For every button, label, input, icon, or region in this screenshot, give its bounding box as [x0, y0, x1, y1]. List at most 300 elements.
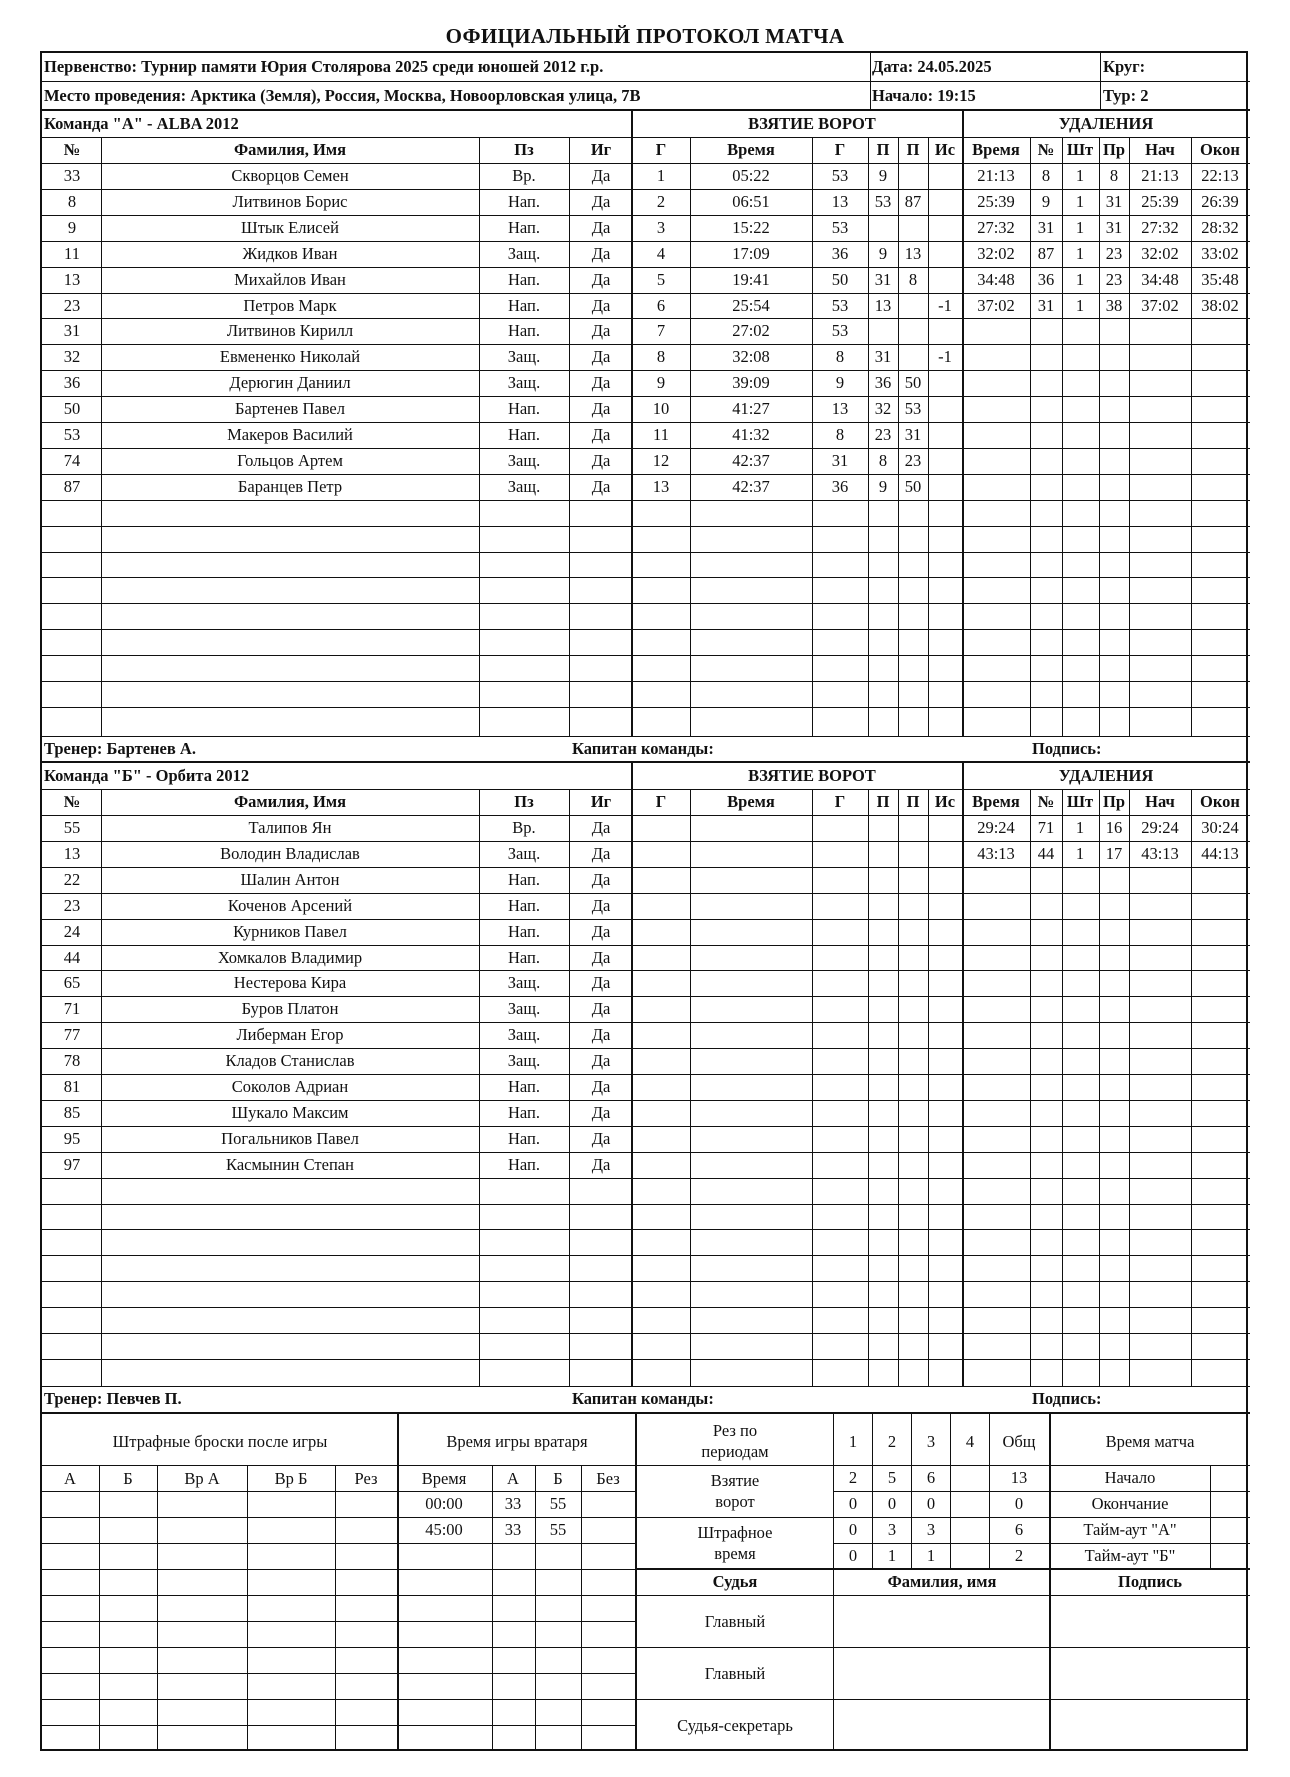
roster-cell: Да [591, 870, 611, 889]
grid-line [101, 137, 102, 736]
penalty-cell: 31 [1105, 192, 1123, 211]
roster-cell: Талипов Ян [248, 818, 332, 837]
roster-cell: Защ. [507, 1025, 541, 1044]
table-row-line [42, 1229, 1250, 1230]
header-divider [42, 81, 1250, 82]
goal-col-header: Ис [934, 792, 956, 811]
penalty-cell: 21:13 [977, 166, 1015, 185]
penalty-col-header: Окон [1200, 140, 1240, 159]
roster-cell: 11 [64, 244, 80, 263]
period-penalty-cell: 0 [848, 1546, 858, 1565]
roster-cell: Да [591, 399, 611, 418]
goal-cell: 4 [656, 244, 666, 263]
grid-line [479, 789, 480, 1386]
penalty-cell: 33:02 [1201, 244, 1239, 263]
roster-cell: Да [591, 1103, 611, 1122]
goalie-col-header: Без [596, 1469, 620, 1488]
goal-cell: 50 [831, 270, 849, 289]
roster-cell: 55 [63, 818, 81, 837]
grid-line [247, 1465, 248, 1751]
grid-line [1129, 789, 1130, 1386]
roster-cell: Да [591, 948, 611, 967]
goal-col-header: П [876, 792, 890, 811]
table-row-line [42, 422, 1250, 423]
penalty-cell: 23 [1105, 270, 1123, 289]
goal-cell: 41:32 [732, 425, 770, 444]
goal-cell: 06:51 [732, 192, 770, 211]
shootout-col-header: Рез [354, 1469, 378, 1488]
goalie-cell: 45:00 [425, 1520, 463, 1539]
goal-cell: 41:27 [732, 399, 770, 418]
roster-cell: Защ. [507, 244, 541, 263]
roster-cell: Нап. [508, 948, 540, 967]
goalie-col-header: Б [553, 1469, 563, 1488]
goal-cell: 1 [656, 166, 666, 185]
penalties-section-title: УДАЛЕНИЯ [1058, 766, 1154, 785]
championship-label: Первенство: Турнир памяти Юрия Столярова 2025 среди юношей 2012 г.р. [44, 57, 604, 76]
goal-cell: 2 [656, 192, 666, 211]
section-border [42, 1412, 1250, 1414]
table-row-line [42, 919, 1250, 920]
roster-cell: Кладов Станислав [225, 1051, 355, 1070]
grid-line [1191, 137, 1192, 736]
table-row-line [42, 655, 1250, 656]
goalie-time-title: Время игры вратаря [446, 1432, 588, 1451]
penalty-cell: 32:02 [1141, 244, 1179, 263]
penalty-cell: 21:13 [1141, 166, 1179, 185]
roster-cell: Нестерова Кира [233, 973, 347, 992]
table-row-line [42, 189, 1250, 190]
table-row-line [42, 1152, 1250, 1153]
roster-cell: 36 [63, 373, 81, 392]
table-row-line [42, 1543, 636, 1544]
roster-cell: Шукало Максим [231, 1103, 349, 1122]
goal-col-header: П [876, 140, 890, 159]
round-label: Круг: [1103, 57, 1146, 76]
table-row-line [42, 681, 1250, 682]
table-row-line [42, 1595, 636, 1596]
table-row-line [42, 1569, 636, 1570]
roster-cell: Скворцов Семен [231, 166, 349, 185]
grid-line [868, 789, 869, 1386]
shootout-col-header: А [64, 1469, 76, 1488]
penalty-cell: 71 [1037, 818, 1055, 837]
penalty-cell: 23 [1105, 244, 1123, 263]
roster-cell: 77 [63, 1025, 81, 1044]
goal-col-header: Г [834, 792, 846, 811]
roster-cell: Защ. [507, 1051, 541, 1070]
roster-cell: 22 [63, 870, 81, 889]
roster-col-header: Пз [514, 792, 534, 811]
roster-cell: Коченов Арсений [227, 896, 353, 915]
section-divider [962, 110, 964, 736]
goal-cell: 8 [835, 425, 845, 444]
table-row-line [42, 1673, 636, 1674]
roster-cell: Дерюгин Даниил [229, 373, 351, 392]
period-col-header: 1 [848, 1432, 858, 1451]
goal-cell: 87 [904, 192, 922, 211]
table-row-line [42, 1333, 1250, 1334]
goal-cell: 31 [874, 347, 892, 366]
goalie-cell: 55 [549, 1494, 567, 1513]
section-divider [42, 815, 1250, 816]
goal-cell: 17:09 [732, 244, 770, 263]
penalty-cell: 1 [1075, 166, 1085, 185]
roster-cell: 9 [67, 218, 77, 237]
penalty-cell: 1 [1075, 844, 1085, 863]
penalty-cell: 37:02 [977, 296, 1015, 315]
referee-col-header: Судья [712, 1572, 758, 1591]
period-goal-cell: 0 [926, 1494, 936, 1513]
referee-role: Судья-секретарь [677, 1716, 793, 1735]
penalty-col-header: Время [972, 792, 1020, 811]
match-time-item: Тайм-аут "А" [1083, 1520, 1177, 1539]
goal-col-header: Г [655, 792, 667, 811]
goal-cell: 27:02 [732, 321, 770, 340]
match-time-item: Начало [1104, 1468, 1156, 1487]
grid-line [101, 789, 102, 1386]
penalty-cell: 16 [1105, 818, 1123, 837]
venue-label: Место проведения: Арктика (Земля), Россия, Москва, Новоорловская улица, 7В [44, 86, 641, 105]
goal-cell: 13 [652, 477, 670, 496]
roster-cell: Нап. [508, 1155, 540, 1174]
roster-cell: Да [591, 218, 611, 237]
roster-col-header: № [63, 792, 81, 811]
team-name: Команда "А" - ALBA 2012 [44, 114, 239, 133]
roster-cell: Нап. [508, 1103, 540, 1122]
roster-cell: 33 [63, 166, 81, 185]
shootout-col-header: Вр А [184, 1469, 220, 1488]
penalty-cell: 8 [1109, 166, 1119, 185]
table-row-line [42, 629, 1250, 630]
roster-cell: Да [591, 1051, 611, 1070]
goal-cell: 05:22 [732, 166, 770, 185]
roster-cell: Соколов Адриан [231, 1077, 349, 1096]
goal-cell: 53 [904, 399, 922, 418]
roster-cell: Баранцев Петр [237, 477, 343, 496]
period-goal-cell: 6 [926, 1468, 936, 1487]
goals-section-title: ВЗЯТИЕ ВОРОТ [748, 114, 876, 133]
grid-line [157, 1465, 158, 1751]
table-row-line [42, 1647, 636, 1648]
table-row-line [42, 867, 1250, 868]
roster-cell: Да [591, 973, 611, 992]
grid-line [636, 1595, 1250, 1596]
goal-cell: 32:08 [732, 347, 770, 366]
roster-cell: 71 [63, 999, 81, 1018]
goal-cell: 7 [656, 321, 666, 340]
penalty-cell: 29:24 [977, 818, 1015, 837]
team-name: Команда "Б" - Орбита 2012 [44, 766, 250, 785]
goal-cell: 53 [874, 192, 892, 211]
roster-cell: 78 [63, 1051, 81, 1070]
roster-cell: 74 [63, 451, 81, 470]
goal-cell: 8 [878, 451, 888, 470]
period-goal-cell: 13 [1010, 1468, 1028, 1487]
period-penalty-cell: 0 [848, 1520, 858, 1539]
roster-cell: 24 [63, 922, 81, 941]
table-row-line [42, 1621, 636, 1622]
section-divider [42, 163, 1250, 164]
goal-cell: 50 [904, 477, 922, 496]
period-col-header: 4 [965, 1432, 975, 1451]
referee-col-header: Фамилия, имя [887, 1572, 997, 1591]
goalie-cell: 00:00 [425, 1494, 463, 1513]
penalty-cell: 1 [1075, 270, 1085, 289]
match-time-item: Тайм-аут "Б" [1084, 1546, 1176, 1565]
roster-cell: 95 [63, 1129, 81, 1148]
goal-col-header: Время [727, 792, 775, 811]
roster-cell: Нап. [508, 1077, 540, 1096]
roster-cell: Нап. [508, 399, 540, 418]
table-row-line [42, 577, 1250, 578]
penalty-cell: 43:13 [1141, 844, 1179, 863]
penalty-cell: 27:32 [977, 218, 1015, 237]
roster-cell: Защ. [507, 373, 541, 392]
table-row-line [42, 1517, 636, 1518]
header-divider [870, 53, 871, 110]
goal-cell: 32 [874, 399, 892, 418]
goal-cell: 23 [904, 451, 922, 470]
penalty-cell: 44:13 [1201, 844, 1239, 863]
roster-cell: Нап. [508, 321, 540, 340]
grid-line [636, 1699, 1250, 1700]
table-row-line [42, 1100, 1250, 1101]
period-col-header: 3 [926, 1432, 936, 1451]
grid-line [898, 137, 899, 736]
goal-cell: 53 [831, 296, 849, 315]
roster-cell: Да [591, 999, 611, 1018]
roster-cell: Нап. [508, 218, 540, 237]
table-row-line [42, 241, 1250, 242]
table-row-line [42, 396, 1250, 397]
table-row-line [42, 707, 1250, 708]
table-row-line [42, 1178, 1250, 1179]
protocol-title: ОФИЦИАЛЬНЫЙ ПРОТОКОЛ МАТЧА [445, 24, 845, 48]
goal-cell: 42:37 [732, 477, 770, 496]
penalty-cell: 32:02 [977, 244, 1015, 263]
period-penalty-cell: 6 [1014, 1520, 1024, 1539]
period-penalty-cell: 2 [1014, 1546, 1024, 1565]
penalty-cell: 37:02 [1141, 296, 1179, 315]
penalty-cell: 8 [1041, 166, 1051, 185]
roster-cell: Да [591, 451, 611, 470]
roster-cell: Защ. [507, 999, 541, 1018]
periods-title: Рез по периодам [701, 1421, 769, 1461]
bottom-divider [635, 1413, 637, 1751]
roster-cell: Нап. [508, 192, 540, 211]
roster-cell: Михайлов Иван [234, 270, 346, 289]
table-row-line [42, 1048, 1250, 1049]
goal-cell: 15:22 [732, 218, 770, 237]
grid-line [569, 137, 570, 736]
grid-line [690, 789, 691, 1386]
match-date: Дата: 24.05.2025 [872, 57, 992, 76]
goal-cell: 25:54 [732, 296, 770, 315]
goal-col-header: Ис [934, 140, 956, 159]
goal-cell: 12 [652, 451, 670, 470]
penalty-cell: 36 [1037, 270, 1055, 289]
roster-cell: Да [591, 1129, 611, 1148]
roster-cell: Нап. [508, 270, 540, 289]
roster-cell: Литвинов Борис [232, 192, 348, 211]
roster-cell: Курников Павел [233, 922, 347, 941]
goal-cell: 8 [835, 347, 845, 366]
roster-cell: Да [591, 373, 611, 392]
coach-label: Тренер: Певчев П. [44, 1389, 182, 1408]
grid-line [1099, 137, 1100, 736]
goal-cell: 53 [831, 218, 849, 237]
signature-label: Подпись: [1032, 1389, 1102, 1408]
roster-cell: Да [591, 1155, 611, 1174]
penalty-cell: 1 [1075, 192, 1085, 211]
roster-cell: 13 [63, 844, 81, 863]
match-time-item: Окончание [1091, 1494, 1169, 1513]
roster-cell: 31 [63, 321, 81, 340]
goal-col-header: Время [727, 140, 775, 159]
roster-cell: Да [591, 1025, 611, 1044]
penalty-cell: 17 [1105, 844, 1123, 863]
grid-line [1062, 789, 1063, 1386]
table-row-line [42, 1307, 1250, 1308]
table-row-line [42, 474, 1250, 475]
roster-cell: 85 [63, 1103, 81, 1122]
roster-cell: 23 [63, 896, 81, 915]
penalty-cell: 9 [1041, 192, 1051, 211]
goal-cell: 19:41 [732, 270, 770, 289]
roster-cell: Макеров Василий [227, 425, 353, 444]
roster-cell: Да [591, 425, 611, 444]
penalty-cell: 25:39 [977, 192, 1015, 211]
penalty-col-header: Пр [1102, 140, 1126, 159]
section-divider [631, 110, 633, 736]
penalty-col-header: № [1037, 140, 1055, 159]
roster-cell: 44 [63, 948, 81, 967]
goalie-cell: 33 [504, 1520, 522, 1539]
goal-col-header: Г [834, 140, 846, 159]
grid-line [928, 137, 929, 736]
goal-cell: 10 [652, 399, 670, 418]
roster-cell: Да [591, 844, 611, 863]
goal-cell: 42:37 [732, 451, 770, 470]
goal-col-header: Г [655, 140, 667, 159]
roster-cell: Защ. [507, 451, 541, 470]
roster-cell: Нап. [508, 1129, 540, 1148]
goals-section-title: ВЗЯТИЕ ВОРОТ [748, 766, 876, 785]
table-row-line [42, 448, 1250, 449]
roster-cell: 23 [63, 296, 81, 315]
roster-cell: 8 [67, 192, 77, 211]
table-row-line [42, 893, 1250, 894]
goalie-col-header: Время [421, 1469, 467, 1488]
table-row-line [42, 1255, 1250, 1256]
goal-cell: 31 [904, 425, 922, 444]
roster-cell: Жидков Иван [242, 244, 338, 263]
penalty-col-header: № [1037, 792, 1055, 811]
grid-line [99, 1465, 100, 1751]
roster-cell: Шалин Антон [240, 870, 340, 889]
referee-role: Главный [704, 1612, 766, 1631]
roster-cell: Нап. [508, 425, 540, 444]
goal-cell: -1 [938, 347, 952, 366]
grid-line [1129, 137, 1130, 736]
grid-line [812, 137, 813, 736]
roster-cell: Да [591, 244, 611, 263]
roster-cell: 53 [63, 425, 81, 444]
roster-cell: Вр. [512, 818, 536, 837]
table-row-line [42, 1074, 1250, 1075]
roster-cell: Гольцов Артем [237, 451, 343, 470]
penalty-cell: 25:39 [1141, 192, 1179, 211]
grid-line [833, 1569, 834, 1751]
roster-cell: Да [591, 477, 611, 496]
roster-cell: Нап. [508, 896, 540, 915]
grid-line [898, 789, 899, 1386]
grid-line [335, 1465, 336, 1751]
goal-cell: 31 [831, 451, 849, 470]
roster-cell: Да [591, 922, 611, 941]
grid-line [690, 137, 691, 736]
roster-col-header: № [63, 140, 81, 159]
period-col-header: 2 [887, 1432, 897, 1451]
roster-cell: Литвинов Кирилл [226, 321, 354, 340]
goal-cell: 9 [878, 166, 888, 185]
goal-cell: 50 [904, 373, 922, 392]
goal-cell: 36 [874, 373, 892, 392]
penalty-cell: 31 [1105, 218, 1123, 237]
roster-col-header: Иг [590, 140, 612, 159]
penalty-row-label: Штрафное время [697, 1523, 773, 1563]
tour-label: Тур: 2 [1103, 86, 1149, 105]
table-row-line [42, 1699, 636, 1700]
roster-cell: Нап. [508, 922, 540, 941]
grid-line [479, 137, 480, 736]
period-penalty-cell: 1 [887, 1546, 897, 1565]
goal-cell: 8 [908, 270, 918, 289]
grid-line [1191, 789, 1192, 1386]
roster-cell: Евмененко Николай [219, 347, 361, 366]
goal-cell: 9 [656, 373, 666, 392]
penalty-col-header: Шт [1066, 140, 1094, 159]
roster-cell: Погальников Павел [221, 1129, 359, 1148]
captain-label: Капитан команды: [572, 739, 714, 758]
roster-cell: Да [591, 270, 611, 289]
penalty-cell: 38 [1105, 296, 1123, 315]
goal-cell: 13 [831, 399, 849, 418]
match-time-title: Время матча [1105, 1432, 1195, 1451]
penalty-col-header: Нач [1145, 792, 1175, 811]
roster-cell: Защ. [507, 844, 541, 863]
grid-line [492, 1465, 493, 1751]
bottom-divider [397, 1413, 399, 1751]
period-goal-cell: 2 [848, 1468, 858, 1487]
penalty-cell: 31 [1037, 296, 1055, 315]
goal-cell: 31 [874, 270, 892, 289]
grid-line [1062, 137, 1063, 736]
penalty-cell: 1 [1075, 218, 1085, 237]
roster-cell: Да [591, 166, 611, 185]
goal-col-header: П [906, 792, 920, 811]
table-row-line [42, 1281, 1250, 1282]
penalty-cell: 31 [1037, 218, 1055, 237]
goal-cell: -1 [938, 296, 952, 315]
goal-cell: 13 [904, 244, 922, 263]
roster-cell: Да [591, 347, 611, 366]
roster-col-header: Иг [590, 792, 612, 811]
roster-cell: 81 [63, 1077, 81, 1096]
penalty-col-header: Шт [1066, 792, 1094, 811]
penalty-cell: 27:32 [1141, 218, 1179, 237]
